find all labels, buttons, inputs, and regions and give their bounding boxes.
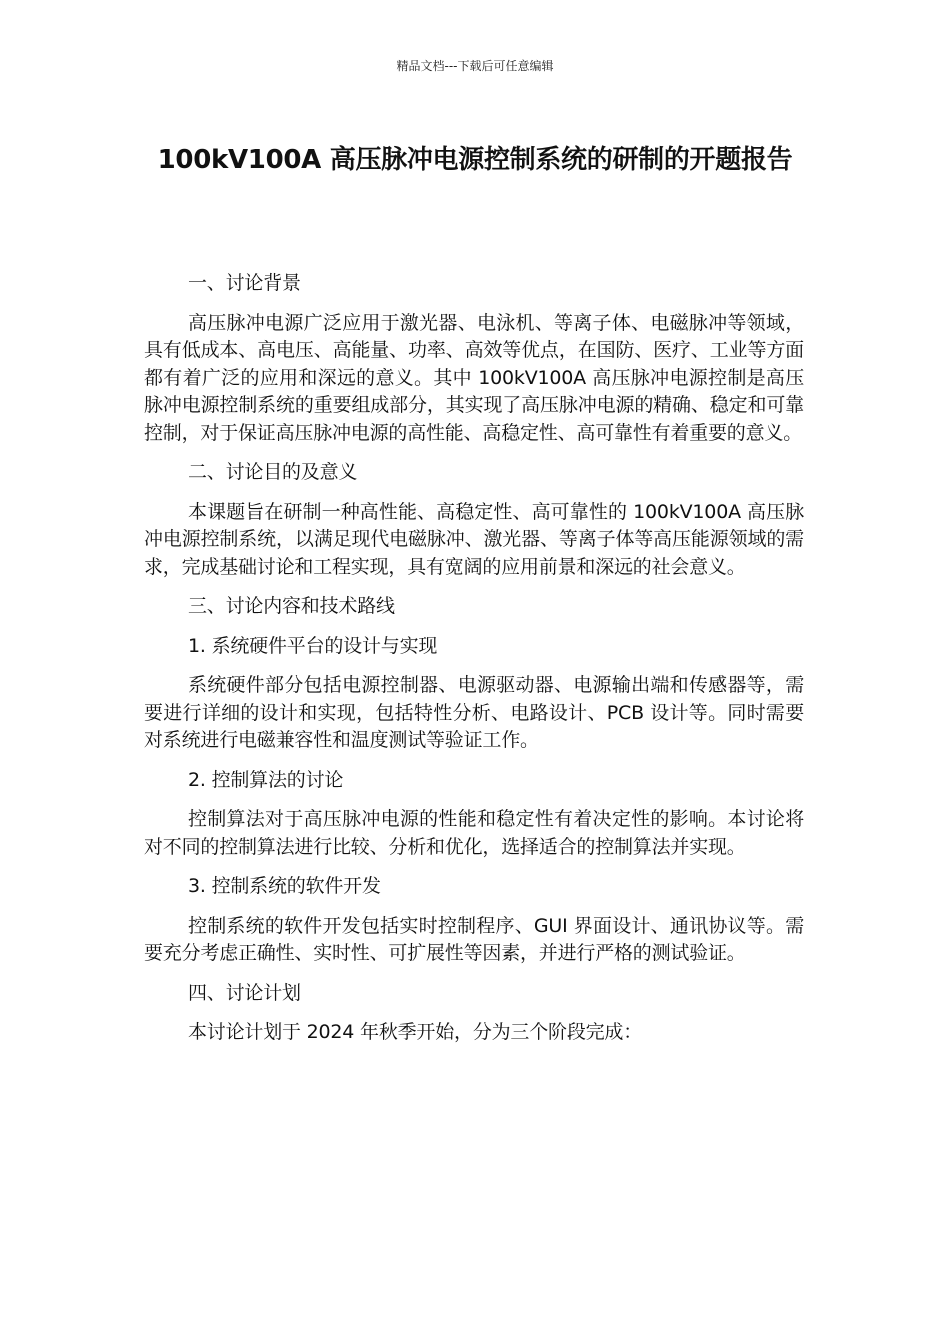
subsection-heading-hardware: 1. 系统硬件平台的设计与实现	[188, 634, 438, 657]
subsection-heading-software: 3. 控制系统的软件开发	[188, 875, 381, 897]
document-title: 100kV100A 高压脉冲电源控制系统的研制的开题报告	[157, 145, 793, 175]
subsection-heading-algorithm: 2. 控制算法的讨论	[188, 768, 344, 791]
section-heading-plan: 四、讨论计划	[188, 981, 301, 1004]
paragraph-hardware: 系统硬件部分包括电源控制器、电源驱动器、电源输出端和传感器等，需要进行详细的设计和实现，包括特性分析、电路设计、PCB 设计等。同时需要对系统进行电磁兼容性和温度测试等验证工作。	[144, 674, 804, 751]
paragraph-software: 控制系统的软件开发包括实时控制程序、GUI 界面设计、通讯协议等。需要充分考虑正确性、实时性、可扩展性等因素，并进行严格的测试验证。	[144, 914, 804, 964]
paragraph-background: 高压脉冲电源广泛应用于激光器、电泳机、等离子体、电磁脉冲等领域，具有低成本、高电压、高能量、功率、高效等优点，在国防、医疗、工业等方面都有着广泛的应用和深远的意义。其中 100kV100A 高压脉冲电源控制是高压脉冲电源控制系统的重要组成部分，其实现了高压脉冲电源的精确、稳定和可靠控制，对于保证高压脉冲电源的高性能、高稳定性、高可靠性有着重要的意义。	[144, 311, 804, 444]
section-heading-content: 三、讨论内容和技术路线	[188, 595, 395, 617]
page-header: 精品文档---下载后可任意编辑	[396, 59, 554, 73]
document-body	[144, 270, 804, 1059]
paragraph-purpose: 本课题旨在研制一种高性能、高稳定性、高可靠性的 100kV100A 高压脉冲电源控制系统，以满足现代电磁脉冲、激光器、等离子体等高压能源领域的需求，完成基础讨论和工程实现，具有宽阔的应用前景和深远的社会意义。	[144, 500, 804, 578]
paragraph-algorithm: 控制算法对于高压脉冲电源的性能和稳定性有着决定性的影响。本讨论将对不同的控制算法进行比较、分析和优化，选择适合的控制算法并实现。	[144, 808, 804, 858]
section-heading-background: 一、讨论背景	[188, 272, 301, 294]
section-heading-purpose: 二、讨论目的及意义	[188, 461, 358, 483]
paragraph-plan: 本讨论计划于 2024 年秋季开始，分为三个阶段完成：	[188, 1021, 643, 1043]
